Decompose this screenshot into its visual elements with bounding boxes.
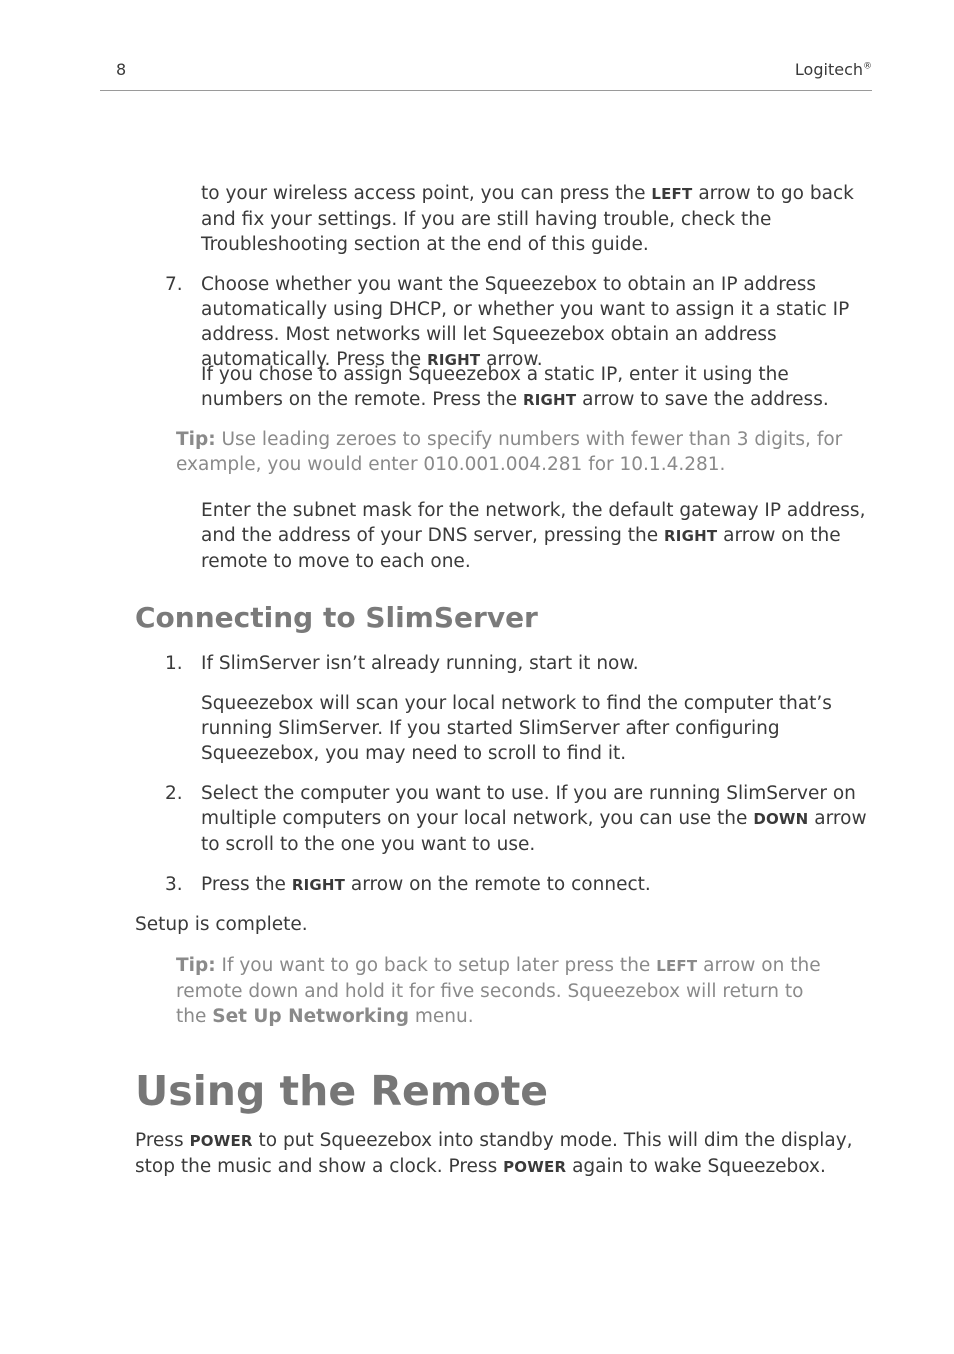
page-number: 8	[116, 60, 127, 79]
step-3-text: Press the RIGHT arrow on the remote to connect.	[201, 874, 651, 895]
continuation-paragraph: to your wireless access point, you can press the LEFT arrow to go back and fix your settings. If you are still having trouble, check the Troubleshooting section at the end of this guide.	[201, 183, 854, 255]
keyword-right: RIGHT	[664, 527, 718, 545]
section-heading-connecting: Connecting to SlimServer	[135, 601, 538, 634]
step-number: 1.	[165, 653, 183, 674]
keyword-left: LEFT	[651, 185, 693, 203]
registered-mark: ®	[863, 61, 872, 72]
static-ip-paragraph: If you chose to assign Squeezebox a static IP, enter it using the numbers on the remote. Press the RIGHT arrow to save the address.	[201, 364, 829, 410]
page-header	[100, 58, 872, 91]
brand-name: Logitech®	[794, 60, 872, 79]
setup-complete-text: Setup is complete.	[135, 914, 308, 935]
menu-name: Set Up Networking	[212, 1006, 409, 1027]
tip-leading-zeroes: Tip: Use leading zeroes to specify numbers with fewer than 3 digits, for example, you would enter 010.001.004.281 for 10.1.4.281.	[176, 429, 843, 475]
section-heading-remote: Using the Remote	[135, 1067, 549, 1115]
keyword-left: LEFT	[656, 957, 698, 975]
scan-paragraph: Squeezebox will scan your local network to find the computer that’s running SlimServer. If you started SlimServer after configuring Squeezebox, you may need to scroll to find it.	[201, 693, 832, 764]
keyword-right: RIGHT	[523, 391, 577, 409]
step-number: 3.	[165, 874, 183, 895]
tip-go-back: Tip: If you want to go back to setup later press the LEFT arrow on the remote down and hold it for five seconds. Squeezebox will return to the Set Up Networking menu.	[176, 955, 821, 1027]
keyword-power: POWER	[503, 1158, 567, 1176]
subnet-paragraph: Enter the subnet mask for the network, the default gateway IP address, and the address of your DNS server, pressing the RIGHT arrow on the remote to move to each one.	[201, 500, 866, 572]
power-paragraph: Press POWER to put Squeezebox into standby mode. This will dim the display, stop the music and show a clock. Press POWER again to wake Squeezebox.	[135, 1130, 853, 1177]
step-1-text: If SlimServer isn’t already running, start it now.	[201, 653, 639, 674]
tip-label: Tip:	[176, 429, 216, 450]
step-7-text: Choose whether you want the Squeezebox to obtain an IP address automatically using DHCP, or whether you want to assign it a static IP address. Most networks will let Squeezebox obtain an address automatically. Press the RIGHT arrow.	[201, 274, 850, 370]
tip-label: Tip:	[176, 955, 216, 976]
keyword-right: RIGHT	[291, 876, 346, 894]
step-2-text: Select the computer you want to use. If you are running SlimServer on multiple computers on your local network, you can use the DOWN arrow to scroll to the one you want to use.	[201, 783, 867, 855]
step-number: 7.	[165, 274, 183, 295]
keyword-down: DOWN	[753, 810, 809, 828]
keyword-right: RIGHT	[427, 351, 481, 369]
step-number: 2.	[165, 783, 183, 804]
keyword-power: POWER	[189, 1132, 253, 1150]
